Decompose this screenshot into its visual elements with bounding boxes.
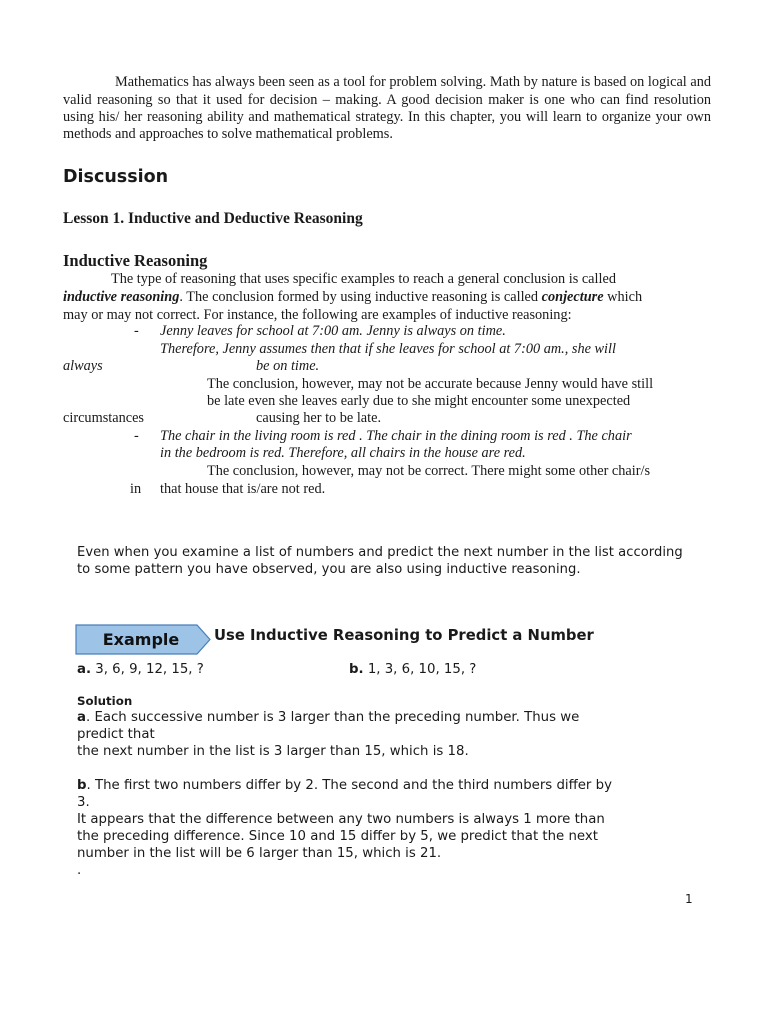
commentary-2-line-2a: in <box>130 481 142 497</box>
solution-b-line-2: 3. <box>77 795 90 810</box>
discussion-heading: Discussion <box>63 167 169 187</box>
spacer <box>77 760 612 777</box>
example-b-label: b. <box>349 662 364 677</box>
commentary-1-line-3a: circumstances <box>63 410 144 426</box>
commentary-1-line-2: be late even she leaves early due to she might encounter some unexpected <box>207 393 631 409</box>
commentary-2-line-1: The conclusion, however, may not be correct. There might some other chair/s <box>207 463 651 479</box>
solution-heading: Solution <box>77 694 133 708</box>
definition-line-2-mid: . The conclusion formed by using inductive reasoning is called <box>179 289 542 305</box>
definition-line-1: The type of reasoning that uses specific examples to reach a general conclusion is called <box>111 271 616 287</box>
solution-b-line-5: number in the list will be 6 larger than 15, which is 21. <box>77 846 442 861</box>
bullet-dash: - <box>134 323 139 339</box>
solution-a-text-1: . Each successive number is 3 larger than the preceding number. Thus we <box>85 710 580 725</box>
example-a <box>77 662 204 677</box>
solution-b-label: b <box>77 778 87 793</box>
definition-line-3: may or may not correct. For instance, the following are examples of inductive reasoning: <box>63 307 572 323</box>
definition-line-2-end: which <box>603 289 643 305</box>
bullet-1-line-3a: always <box>63 358 103 374</box>
solution-block <box>77 709 612 879</box>
lesson-heading: Lesson 1. Inductive and Deductive Reasoning <box>63 210 363 227</box>
pattern-paragraph: Even when you examine a list of numbers and predict the next number in the list according to some pattern you have observed, you are also using inductive reasoning. <box>77 545 683 577</box>
inductive-reasoning-heading: Inductive Reasoning <box>63 251 208 270</box>
term-conjecture: conjecture <box>541 289 604 305</box>
intro-text: Mathematics has always been seen as a tool for problem solving. Math by nature is based on logical and valid reasoning so that it used for decision – making. A good decision maker is one who can find resolution using his/ her reasoning ability and mathematical strategy. In this chapter, you will learn to organize your own methods and approaches to solve mathematical problems. <box>63 74 711 143</box>
example-a-sequence: 3, 6, 9, 12, 15, ? <box>95 662 204 677</box>
bullet-1-line-2: Therefore, Jenny assumes then that if she leaves for school at 7:00 am., she will <box>160 341 616 357</box>
solution-b-line-3: It appears that the difference between any two numbers is always 1 more than <box>77 812 605 827</box>
solution-a-line-1 <box>77 709 612 726</box>
example-label: Example <box>102 630 180 649</box>
bullet-1-line-3b: be on time. <box>256 358 320 374</box>
example-title: Use Inductive Reasoning to Predict a Number <box>214 627 594 644</box>
solution-trailing: . <box>77 863 82 878</box>
example-banner <box>75 624 207 654</box>
solution-b-line-4: the preceding difference. Since 10 and 15 differ by 5, we predict that the next <box>77 829 598 844</box>
commentary-1-line-3b: causing her to be late. <box>256 410 382 426</box>
definition-line-2 <box>63 289 642 306</box>
page-number: 1 <box>685 892 693 906</box>
bullet-2-line-1: The chair in the living room is red . The chair in the dining room is red . The chair <box>160 428 632 444</box>
solution-a-line-3: the next number in the list is 3 larger than 15, which is 18. <box>77 744 469 759</box>
solution-a-line-2: predict that <box>77 727 155 742</box>
example-b-sequence: 1, 3, 6, 10, 15, ? <box>367 662 477 677</box>
intro-paragraph <box>63 74 711 143</box>
term-inductive-reasoning: inductive reasoning <box>63 289 180 305</box>
solution-b-line-1 <box>77 777 612 794</box>
example-a-label: a. <box>77 662 92 677</box>
bullet-dash: - <box>134 428 139 444</box>
solution-a-label: a <box>77 710 86 725</box>
solution-b-text-1: . The first two numbers differ by 2. The second and the third numbers differ by <box>86 778 612 793</box>
bullet-2-line-2: in the bedroom is red. Therefore, all chairs in the house are red. <box>160 445 526 461</box>
bullet-1-line-1: Jenny leaves for school at 7:00 am. Jenny is always on time. <box>160 323 506 339</box>
commentary-1-line-1: The conclusion, however, may not be accurate because Jenny would have still <box>207 376 654 392</box>
commentary-2-line-2b: that house that is/are not red. <box>160 481 326 497</box>
example-b <box>349 662 476 677</box>
